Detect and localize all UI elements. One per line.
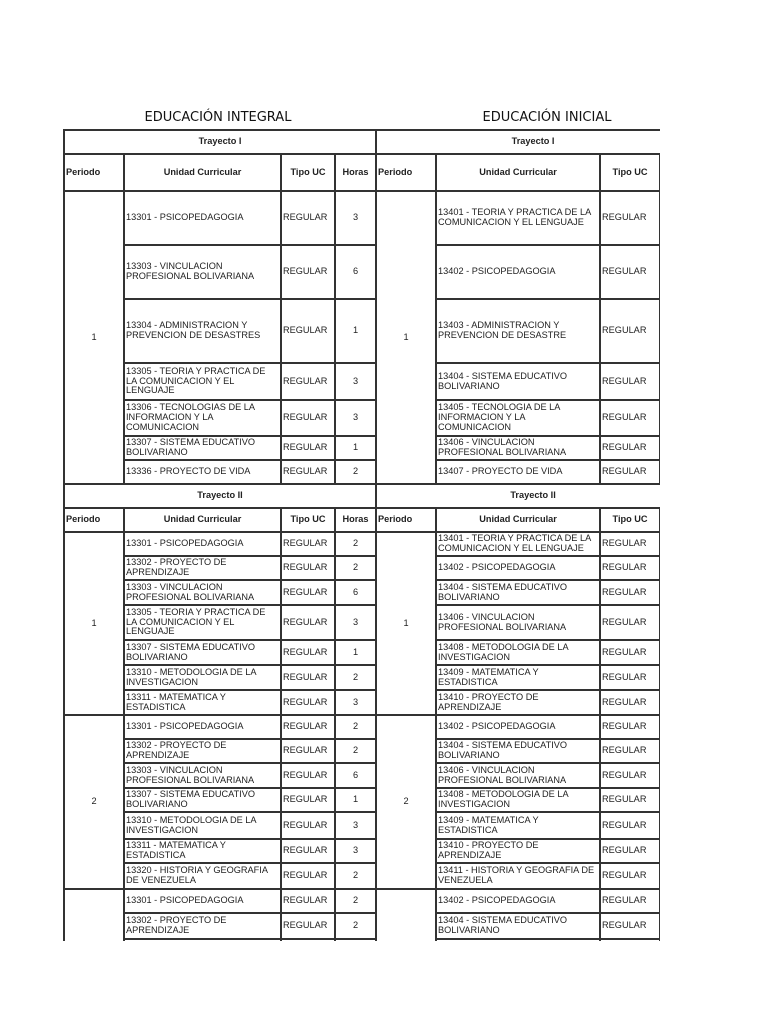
column-header-horas: Horas: [335, 508, 376, 532]
unidad-curricular-cell-left: 13307 - SISTEMA EDUCATIVO BOLIVARIANO: [124, 788, 281, 812]
tipo-uc-cell-right: REGULAR: [600, 715, 660, 739]
unidad-curricular-cell-right: 13408 - METODOLOGIA DE LA INVESTIGACION: [436, 788, 600, 812]
column-header-horas: Horas: [335, 154, 376, 191]
unidad-curricular-cell-left: 13301 - PSICOPEDAGOGIA: [124, 889, 281, 913]
tipo-uc-cell-left: REGULAR: [281, 580, 335, 605]
tipo-uc-cell-left: REGULAR: [281, 460, 335, 484]
unidad-curricular-cell-right: 13403 - ADMINISTRACION Y PREVENCION DE DESASTRE: [436, 299, 600, 363]
unidad-curricular-cell-left: 13311 - MATEMATICA Y ESTADISTICA: [124, 690, 281, 715]
horas-cell-left: 6: [335, 763, 376, 788]
unidad-curricular-cell-right: 13404 - SISTEMA EDUCATIVO BOLIVARIANO: [436, 580, 600, 605]
tipo-uc-cell-left: REGULAR: [281, 556, 335, 580]
unidad-curricular-cell-right: 13402 - PSICOPEDAGOGIA: [436, 889, 600, 913]
tipo-uc-cell-left: REGULAR: [281, 400, 335, 436]
unidad-curricular-cell-right: 13402 - PSICOPEDAGOGIA: [436, 556, 600, 580]
unidad-curricular-cell-left: 13302 - PROYECTO DE APRENDIZAJE: [124, 913, 281, 939]
column-header-periodo: Periodo: [376, 154, 436, 191]
column-header-unidad-curricular: Unidad Curricular: [436, 508, 600, 532]
horas-cell-left: 2: [335, 532, 376, 556]
course-row: [64, 939, 660, 941]
unidad-curricular-cell-left: 13304 - ADMINISTRACION Y PREVENCION DE DESASTRES: [124, 299, 281, 363]
trayecto-header-row: [64, 484, 660, 508]
unidad-curricular-cell-right: 13409 - MATEMATICA Y ESTADISTICA: [436, 812, 600, 839]
column-header-periodo: Periodo: [64, 508, 124, 532]
tipo-uc-cell-left: REGULAR: [281, 763, 335, 788]
unidad-curricular-cell-right: 13404 - SISTEMA EDUCATIVO BOLIVARIANO: [436, 739, 600, 763]
periodo-cell-right: [376, 889, 436, 941]
course-row: [64, 460, 660, 484]
horas-cell-left: 3: [335, 839, 376, 863]
course-row: [64, 889, 660, 913]
horas-cell-left: 2: [335, 739, 376, 763]
horas-cell-left: 1: [335, 299, 376, 363]
horas-cell-left: 3: [335, 191, 376, 245]
unidad-curricular-cell-left: 13306 - TECNOLOGIAS DE LA INFORMACION Y LA COMUNICACION: [124, 400, 281, 436]
course-row: [64, 812, 660, 839]
tipo-uc-cell-right: REGULAR: [600, 665, 660, 690]
unidad-curricular-cell-left: 13307 - SISTEMA EDUCATIVO BOLIVARIANO: [124, 640, 281, 665]
course-row: [64, 605, 660, 640]
course-row: [64, 788, 660, 812]
column-header-row: [64, 508, 660, 532]
column-header-row: [64, 154, 660, 191]
unidad-curricular-cell-right: 13406 - VINCULACION PROFESIONAL BOLIVARIANA: [436, 605, 600, 640]
column-header-tipo-uc: Tipo UC: [600, 154, 660, 191]
periodo-cell-right: 1: [376, 532, 436, 715]
tipo-uc-cell-left: REGULAR: [281, 665, 335, 690]
horas-cell-left: 1: [335, 640, 376, 665]
periodo-cell-left: 1: [64, 191, 124, 484]
unidad-curricular-cell-left: 13301 - PSICOPEDAGOGIA: [124, 715, 281, 739]
periodo-cell-right: 1: [376, 191, 436, 484]
course-row: [64, 839, 660, 863]
unidad-curricular-cell-left: 13303 - VINCULACION PROFESIONAL BOLIVARIANA: [124, 245, 281, 299]
tipo-uc-cell-left: REGULAR: [281, 299, 335, 363]
tipo-uc-cell-left: REGULAR: [281, 532, 335, 556]
course-row: [64, 245, 660, 299]
unidad-curricular-cell-right: [436, 939, 600, 941]
curriculum-table-body: [64, 130, 660, 941]
program-title-educacion-inicial: EDUCACIÓN INICIAL: [482, 110, 612, 125]
unidad-curricular-cell-left: 13302 - PROYECTO DE APRENDIZAJE: [124, 739, 281, 763]
unidad-curricular-cell-left: 13305 - TEORIA Y PRACTICA DE LA COMUNICACION Y EL LENGUAJE: [124, 605, 281, 640]
unidad-curricular-cell-right: 13401 - TEORIA Y PRACTICA DE LA COMUNICACION Y EL LENGUAJE: [436, 532, 600, 556]
tipo-uc-cell-right: REGULAR: [600, 812, 660, 839]
tipo-uc-cell-left: REGULAR: [281, 605, 335, 640]
horas-cell-left: 6: [335, 245, 376, 299]
periodo-cell-left: 1: [64, 532, 124, 715]
tipo-uc-cell-left: REGULAR: [281, 788, 335, 812]
curriculum-table: [63, 129, 660, 941]
unidad-curricular-cell-right: 13406 - VINCULACION PROFESIONAL BOLIVARIANA: [436, 763, 600, 788]
tipo-uc-cell-left: REGULAR: [281, 839, 335, 863]
trayecto-label-right: Trayecto II: [376, 484, 660, 508]
tipo-uc-cell-right: REGULAR: [600, 605, 660, 640]
tipo-uc-cell-right: REGULAR: [600, 839, 660, 863]
course-row: [64, 400, 660, 436]
horas-cell-left: 2: [335, 460, 376, 484]
unidad-curricular-cell-right: 13402 - PSICOPEDAGOGIA: [436, 715, 600, 739]
unidad-curricular-cell-left: [124, 939, 281, 941]
course-row: [64, 363, 660, 400]
column-header-tipo-uc: Tipo UC: [281, 508, 335, 532]
tipo-uc-cell-left: REGULAR: [281, 913, 335, 939]
horas-cell-left: 2: [335, 715, 376, 739]
unidad-curricular-cell-left: 13310 - METODOLOGIA DE LA INVESTIGACION: [124, 665, 281, 690]
tipo-uc-cell-right: REGULAR: [600, 690, 660, 715]
column-header-unidad-curricular: Unidad Curricular: [124, 508, 281, 532]
course-row: [64, 739, 660, 763]
unidad-curricular-cell-left: 13310 - METODOLOGIA DE LA INVESTIGACION: [124, 812, 281, 839]
course-row: [64, 715, 660, 739]
horas-cell-left: 2: [335, 889, 376, 913]
tipo-uc-cell-right: REGULAR: [600, 460, 660, 484]
unidad-curricular-cell-right: 13401 - TEORIA Y PRACTICA DE LA COMUNICACION Y EL LENGUAJE: [436, 191, 600, 245]
tipo-uc-cell-right: REGULAR: [600, 436, 660, 460]
column-header-unidad-curricular: Unidad Curricular: [436, 154, 600, 191]
horas-cell-left: 6: [335, 580, 376, 605]
course-row: [64, 665, 660, 690]
tipo-uc-cell-left: REGULAR: [281, 863, 335, 889]
tipo-uc-cell-left: REGULAR: [281, 739, 335, 763]
column-header-unidad-curricular: Unidad Curricular: [124, 154, 281, 191]
course-row: [64, 436, 660, 460]
tipo-uc-cell-left: REGULAR: [281, 436, 335, 460]
column-header-periodo: Periodo: [64, 154, 124, 191]
horas-cell-left: 1: [335, 788, 376, 812]
unidad-curricular-cell-right: 13406 - VINCULACION PROFESIONAL BOLIVARIANA: [436, 436, 600, 460]
unidad-curricular-cell-left: 13301 - PSICOPEDAGOGIA: [124, 191, 281, 245]
trayecto-label-left: Trayecto II: [64, 484, 376, 508]
unidad-curricular-cell-left: 13320 - HISTORIA Y GEOGRAFIA DE VENEZUELA: [124, 863, 281, 889]
course-row: [64, 690, 660, 715]
unidad-curricular-cell-left: 13307 - SISTEMA EDUCATIVO BOLIVARIANO: [124, 436, 281, 460]
course-row: [64, 640, 660, 665]
tipo-uc-cell-right: REGULAR: [600, 739, 660, 763]
unidad-curricular-cell-right: 13402 - PSICOPEDAGOGIA: [436, 245, 600, 299]
tipo-uc-cell-right: REGULAR: [600, 863, 660, 889]
curriculum-sheet: [63, 129, 660, 941]
tipo-uc-cell-right: REGULAR: [600, 191, 660, 245]
periodo-cell-left: [64, 889, 124, 941]
tipo-uc-cell-left: REGULAR: [281, 889, 335, 913]
unidad-curricular-cell-right: 13408 - METODOLOGIA DE LA INVESTIGACION: [436, 640, 600, 665]
tipo-uc-cell-right: REGULAR: [600, 400, 660, 436]
unidad-curricular-cell-right: 13410 - PROYECTO DE APRENDIZAJE: [436, 839, 600, 863]
unidad-curricular-cell-left: 13303 - VINCULACION PROFESIONAL BOLIVARIANA: [124, 763, 281, 788]
tipo-uc-cell-right: REGULAR: [600, 889, 660, 913]
horas-cell-left: 3: [335, 812, 376, 839]
unidad-curricular-cell-right: 13407 - PROYECTO DE VIDA: [436, 460, 600, 484]
horas-cell-left: 3: [335, 690, 376, 715]
unidad-curricular-cell-left: 13301 - PSICOPEDAGOGIA: [124, 532, 281, 556]
unidad-curricular-cell-left: 13302 - PROYECTO DE APRENDIZAJE: [124, 556, 281, 580]
tipo-uc-cell-right: REGULAR: [600, 788, 660, 812]
periodo-cell-right: 2: [376, 715, 436, 889]
tipo-uc-cell-right: REGULAR: [600, 556, 660, 580]
tipo-uc-cell-left: REGULAR: [281, 690, 335, 715]
horas-cell-left: 2: [335, 556, 376, 580]
course-row: [64, 763, 660, 788]
column-header-tipo-uc: Tipo UC: [281, 154, 335, 191]
horas-cell-left: 2: [335, 863, 376, 889]
tipo-uc-cell-right: REGULAR: [600, 580, 660, 605]
tipo-uc-cell-left: [281, 939, 335, 941]
horas-cell-left: 3: [335, 400, 376, 436]
tipo-uc-cell-left: REGULAR: [281, 363, 335, 400]
unidad-curricular-cell-left: 13311 - MATEMATICA Y ESTADISTICA: [124, 839, 281, 863]
course-row: [64, 556, 660, 580]
unidad-curricular-cell-left: 13305 - TEORIA Y PRACTICA DE LA COMUNICACION Y EL LENGUAJE: [124, 363, 281, 400]
trayecto-label-left: Trayecto I: [64, 130, 376, 154]
tipo-uc-cell-left: REGULAR: [281, 191, 335, 245]
tipo-uc-cell-left: REGULAR: [281, 715, 335, 739]
course-row: [64, 580, 660, 605]
tipo-uc-cell-left: REGULAR: [281, 640, 335, 665]
tipo-uc-cell-right: REGULAR: [600, 532, 660, 556]
tipo-uc-cell-right: REGULAR: [600, 245, 660, 299]
trayecto-header-row: [64, 130, 660, 154]
horas-cell-left: 3: [335, 363, 376, 400]
tipo-uc-cell-right: REGULAR: [600, 640, 660, 665]
horas-cell-left: 2: [335, 913, 376, 939]
unidad-curricular-cell-left: 13303 - VINCULACION PROFESIONAL BOLIVARIANA: [124, 580, 281, 605]
unidad-curricular-cell-right: 13404 - SISTEMA EDUCATIVO BOLIVARIANO: [436, 913, 600, 939]
horas-cell-left: 3: [335, 605, 376, 640]
column-header-periodo: Periodo: [376, 508, 436, 532]
column-header-tipo-uc: Tipo UC: [600, 508, 660, 532]
trayecto-label-right: Trayecto I: [376, 130, 660, 154]
course-row: [64, 191, 660, 245]
unidad-curricular-cell-right: 13409 - MATEMATICA Y ESTADISTICA: [436, 665, 600, 690]
tipo-uc-cell-right: REGULAR: [600, 299, 660, 363]
horas-cell-left: 1: [335, 436, 376, 460]
unidad-curricular-cell-right: 13405 - TECNOLOGIA DE LA INFORMACION Y LA COMUNICACION: [436, 400, 600, 436]
program-title-educacion-integral: EDUCACIÓN INTEGRAL: [144, 110, 292, 125]
tipo-uc-cell-right: REGULAR: [600, 763, 660, 788]
course-row: [64, 299, 660, 363]
tipo-uc-cell-right: REGULAR: [600, 913, 660, 939]
tipo-uc-cell-left: REGULAR: [281, 812, 335, 839]
unidad-curricular-cell-right: 13410 - PROYECTO DE APRENDIZAJE: [436, 690, 600, 715]
unidad-curricular-cell-right: 13411 - HISTORIA Y GEOGRAFIA DE VENEZUELA: [436, 863, 600, 889]
unidad-curricular-cell-right: 13404 - SISTEMA EDUCATIVO BOLIVARIANO: [436, 363, 600, 400]
horas-cell-left: 2: [335, 665, 376, 690]
course-row: [64, 532, 660, 556]
unidad-curricular-cell-left: 13336 - PROYECTO DE VIDA: [124, 460, 281, 484]
tipo-uc-cell-right: [600, 939, 660, 941]
course-row: [64, 863, 660, 889]
course-row: [64, 913, 660, 939]
horas-cell-left: [335, 939, 376, 941]
tipo-uc-cell-left: REGULAR: [281, 245, 335, 299]
tipo-uc-cell-right: REGULAR: [600, 363, 660, 400]
periodo-cell-left: 2: [64, 715, 124, 889]
